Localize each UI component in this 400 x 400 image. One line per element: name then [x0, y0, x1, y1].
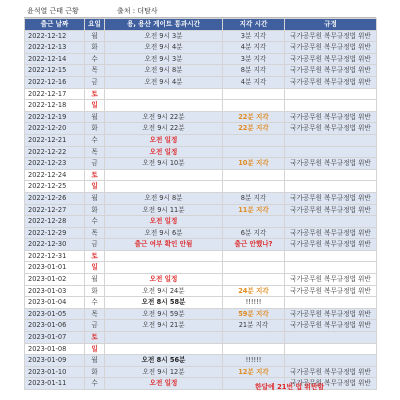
cell-late: 3분 지각 [223, 53, 285, 65]
cell-time: 오전 일정 [105, 378, 223, 390]
cell-rule [285, 297, 377, 309]
cell-date: 2022-12-14 [25, 53, 85, 65]
cell-day: 월 [85, 274, 105, 286]
cell-date: 2022-12-23 [25, 158, 85, 170]
cell-time: 출근 여부 확인 안됨 [105, 239, 223, 251]
cell-day: 월 [85, 192, 105, 204]
table-row [25, 343, 377, 355]
cell-day: 금 [85, 239, 105, 251]
cell-time: 오전 9시 21분 [105, 320, 223, 332]
cell-date: 2023-01-09 [25, 355, 85, 367]
table-row [25, 30, 377, 42]
cell-date: 2022-12-28 [25, 216, 85, 228]
cell-date: 2022-12-31 [25, 250, 85, 262]
table-row [25, 355, 377, 367]
cell-date: 2023-01-04 [25, 297, 85, 309]
cell-late [223, 134, 285, 146]
col-header-day: 요일 [85, 19, 105, 31]
cell-rule: 국가공무원 복무규정법 위반 [285, 111, 377, 123]
header-row [25, 19, 377, 31]
cell-rule [285, 332, 377, 344]
cell-date: 2023-01-08 [25, 343, 85, 355]
cell-time: 오전 9시 6분 [105, 227, 223, 239]
cell-late: 10분 지각 [223, 158, 285, 170]
cell-date: 2023-01-03 [25, 285, 85, 297]
cell-day: 화 [85, 42, 105, 54]
cell-late: 11분 지각 [223, 204, 285, 216]
cell-rule [285, 88, 377, 100]
cell-time: 오전 일정 [105, 146, 223, 158]
table-row [25, 181, 377, 193]
col-header-rule: 규정 [285, 19, 377, 31]
spreadsheet [24, 5, 376, 390]
table-row [25, 239, 377, 251]
cell-late: 4분 지각 [223, 76, 285, 88]
cell-date: 2022-12-22 [25, 146, 85, 158]
cell-late [223, 274, 285, 286]
cell-rule: 국가공무원 복무규정법 위반 [285, 274, 377, 286]
cell-time: 오전 일정 [105, 216, 223, 228]
cell-date: 2022-12-13 [25, 42, 85, 54]
cell-time: 오전 9시 10분 [105, 158, 223, 170]
cell-rule [285, 262, 377, 274]
cell-date: 2023-01-06 [25, 320, 85, 332]
cell-rule: 국가공무원 복무규정법 위반 [285, 30, 377, 42]
cell-time [105, 262, 223, 274]
cell-rule: 국가공무원 복무규정법 위반 [285, 204, 377, 216]
cell-time [105, 88, 223, 100]
cell-time: 오전 9시 12분 [105, 366, 223, 378]
table-row [25, 216, 377, 228]
cell-rule [285, 343, 377, 355]
table-row [25, 274, 377, 286]
cell-late: 8분 지각 [223, 65, 285, 77]
cell-day: 월 [85, 30, 105, 42]
cell-rule [285, 100, 377, 112]
source-label: 출처 : 더탐사 [117, 7, 158, 15]
cell-time: 오전 9시 22분 [105, 123, 223, 135]
cell-late [223, 216, 285, 228]
table-row [25, 42, 377, 54]
cell-time [105, 332, 223, 344]
cell-day: 월 [85, 111, 105, 123]
cell-time [105, 343, 223, 355]
cell-time: 오전 9시 22분 [105, 111, 223, 123]
cell-rule: 국가공무원 복무규정법 위반 [285, 227, 377, 239]
table-row [25, 250, 377, 262]
cell-time [105, 250, 223, 262]
cell-time [105, 169, 223, 181]
cell-day: 토 [85, 332, 105, 344]
table-row [25, 100, 377, 112]
cell-rule: 국가공무원 복무규정법 위반 [285, 239, 377, 251]
cell-rule: 국가공무원 복무규정법 위반 [285, 192, 377, 204]
cell-time: 오전 9시 11분 [105, 204, 223, 216]
cell-day: 일 [85, 343, 105, 355]
table-row [25, 285, 377, 297]
cell-late: 21분 지각 [223, 320, 285, 332]
cell-late: 6분 지각 [223, 227, 285, 239]
table-row [25, 366, 377, 378]
cell-time: 오전 9시 8분 [105, 192, 223, 204]
cell-time: 오전 9시 3분 [105, 53, 223, 65]
table-row [25, 169, 377, 181]
cell-date: 2023-01-07 [25, 332, 85, 344]
cell-date: 2022-12-27 [25, 204, 85, 216]
table-row [25, 65, 377, 77]
col-header-late: 지각 시간 [223, 19, 285, 31]
cell-time [105, 181, 223, 193]
cell-date: 2022-12-20 [25, 123, 85, 135]
table-row [25, 88, 377, 100]
cell-late [223, 146, 285, 158]
cell-date: 2022-12-24 [25, 169, 85, 181]
cell-day: 목 [85, 65, 105, 77]
attendance-table [24, 18, 377, 390]
cell-day: 수 [85, 134, 105, 146]
cell-date: 2022-12-15 [25, 65, 85, 77]
cell-date: 2022-12-19 [25, 111, 85, 123]
table-row [25, 320, 377, 332]
cell-day: 일 [85, 181, 105, 193]
cell-date: 2023-01-01 [25, 262, 85, 274]
cell-rule: 국가공무원 복무규정법 위반 [285, 65, 377, 77]
cell-rule: 국가공무원 복무규정법 위반 [285, 285, 377, 297]
cell-date: 2022-12-26 [25, 192, 85, 204]
cell-day: 수 [85, 297, 105, 309]
table-row [25, 204, 377, 216]
cell-late [223, 250, 285, 262]
cell-date: 2022-12-18 [25, 100, 85, 112]
table-row [25, 192, 377, 204]
col-header-time: 용, 용산 게이트 통과시간 [105, 19, 223, 31]
cell-late: 출근 안했나? [223, 239, 285, 251]
cell-late: 22분 지각 [223, 123, 285, 135]
cell-rule: 국가공무원 복무규정법 위반 [285, 320, 377, 332]
cell-day: 토 [85, 88, 105, 100]
cell-rule [285, 250, 377, 262]
sheet-title: 윤석열 근태 근황 [27, 7, 79, 15]
cell-day: 수 [85, 53, 105, 65]
cell-late [223, 181, 285, 193]
cell-time: 오전 일정 [105, 274, 223, 286]
cell-rule [285, 169, 377, 181]
cell-day: 토 [85, 169, 105, 181]
cell-day: 화 [85, 285, 105, 297]
cell-day: 화 [85, 366, 105, 378]
table-row [25, 146, 377, 158]
col-header-date: 출근 날짜 [25, 19, 85, 31]
cell-date: 2023-01-02 [25, 274, 85, 286]
cell-day: 토 [85, 250, 105, 262]
cell-rule [285, 134, 377, 146]
cell-time: 오전 8시 56분 [105, 355, 223, 367]
table-row [25, 123, 377, 135]
cell-rule: 국가공무원 복무규정법 위반 [285, 378, 377, 390]
cell-rule: 국가공무원 복무규정법 위반 [285, 76, 377, 88]
cell-date: 2022-12-25 [25, 181, 85, 193]
cell-late: 22분 지각 [223, 111, 285, 123]
title-row [24, 5, 376, 18]
cell-date: 2022-12-21 [25, 134, 85, 146]
table-row [25, 111, 377, 123]
cell-time [105, 100, 223, 112]
cell-rule: 국가공무원 복무규정법 위반 [285, 158, 377, 170]
table-body [25, 30, 377, 389]
cell-date: 2023-01-05 [25, 308, 85, 320]
cell-date: 2023-01-10 [25, 366, 85, 378]
cell-day: 수 [85, 378, 105, 390]
cell-rule [285, 181, 377, 193]
cell-day: 금 [85, 76, 105, 88]
cell-late: !!!!!! [223, 297, 285, 309]
cell-day: 목 [85, 308, 105, 320]
cell-date: 2022-12-16 [25, 76, 85, 88]
cell-day: 수 [85, 216, 105, 228]
cell-rule: 국가공무원 복무규정법 위반 [285, 42, 377, 54]
table-row [25, 262, 377, 274]
cell-late: 3분 지각 [223, 30, 285, 42]
cell-rule: 국가공무원 복무규정법 위반 [285, 123, 377, 135]
cell-date: 2022-12-30 [25, 239, 85, 251]
cell-late: 4분 지각 [223, 42, 285, 54]
cell-late [223, 332, 285, 344]
cell-late: 59분 지각 [223, 308, 285, 320]
cell-rule [285, 355, 377, 367]
cell-time: 오전 9시 4분 [105, 42, 223, 54]
cell-time: 오전 9시 3분 [105, 30, 223, 42]
table-row [25, 76, 377, 88]
cell-time: 오전 9시 4분 [105, 76, 223, 88]
cell-rule: 국가공무원 복무규정법 위반 [285, 53, 377, 65]
cell-day: 월 [85, 355, 105, 367]
cell-rule [285, 146, 377, 158]
cell-rule: 국가공무원 복무규정법 위반 [285, 366, 377, 378]
cell-day: 일 [85, 262, 105, 274]
cell-date: 2022-12-12 [25, 30, 85, 42]
cell-time: 오전 일정 [105, 134, 223, 146]
cell-rule: 국가공무원 복무규정법 위반 [285, 308, 377, 320]
cell-late: 8분 지각 [223, 192, 285, 204]
cell-late: 24분 지각 [223, 285, 285, 297]
cell-day: 화 [85, 123, 105, 135]
summary-note: 한달에 21번 법 위반함 [255, 383, 325, 391]
table-row [25, 227, 377, 239]
cell-date: 2022-12-29 [25, 227, 85, 239]
cell-late [223, 100, 285, 112]
cell-day: 금 [85, 158, 105, 170]
cell-time: 오전 9시 59분 [105, 308, 223, 320]
table-row [25, 332, 377, 344]
table-row [25, 297, 377, 309]
cell-late [223, 169, 285, 181]
table-row [25, 53, 377, 65]
cell-late [223, 343, 285, 355]
table-row [25, 308, 377, 320]
cell-day: 화 [85, 204, 105, 216]
cell-date: 2023-01-11 [25, 378, 85, 390]
cell-time: 오전 8시 58분 [105, 297, 223, 309]
table-row [25, 134, 377, 146]
cell-late: 12분 지각 [223, 366, 285, 378]
cell-date: 2022-12-17 [25, 88, 85, 100]
cell-late [223, 88, 285, 100]
cell-day: 금 [85, 320, 105, 332]
cell-time: 오전 9시 24분 [105, 285, 223, 297]
table-row [25, 158, 377, 170]
cell-time: 오전 9시 8분 [105, 65, 223, 77]
cell-day: 목 [85, 146, 105, 158]
cell-late: !!!!!! [223, 355, 285, 367]
cell-late [223, 262, 285, 274]
cell-rule [285, 216, 377, 228]
cell-day: 목 [85, 227, 105, 239]
cell-day: 일 [85, 100, 105, 112]
